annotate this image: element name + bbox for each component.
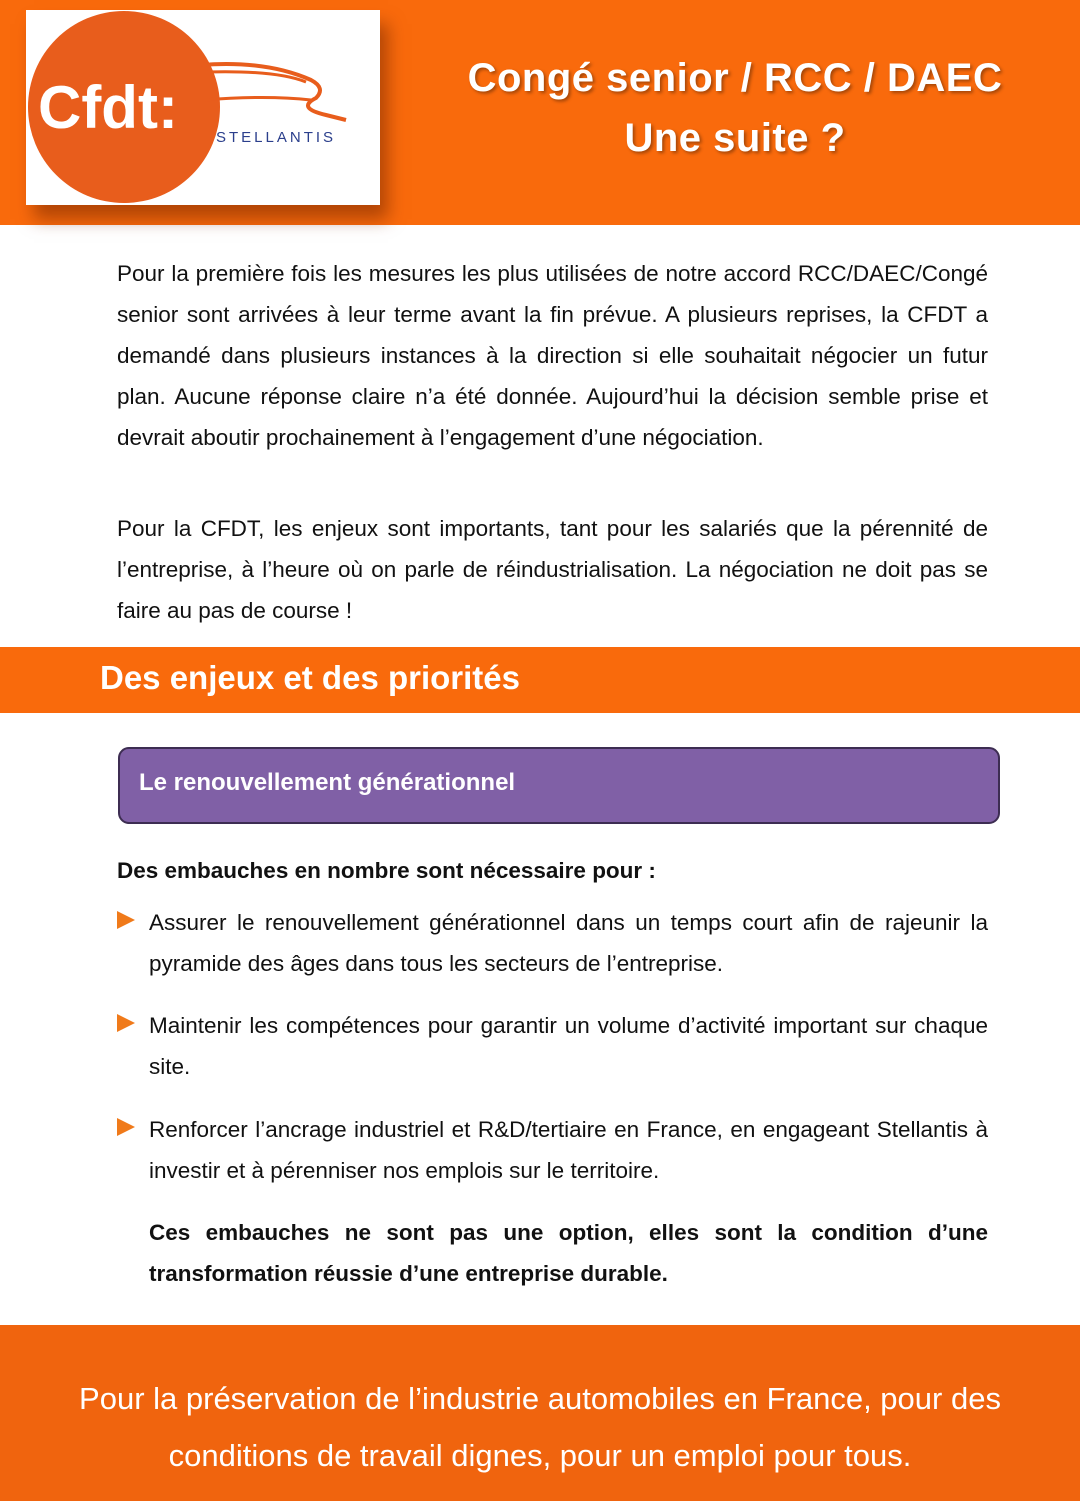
header-banner — [0, 0, 1080, 225]
conclusion-text: Ces embauches ne sont pas une option, elles sont la condition d’une transformation réussie d’une entreprise durable. — [149, 1220, 988, 1286]
list-item-text: Renforcer l’ancrage industriel et R&D/tertiaire en France, en engageant Stellantis à investir et à pérenniser nos emplois sur le territoire. — [149, 1117, 988, 1183]
svg-text:Cfdt:: Cfdt: — [38, 74, 178, 141]
list-item-text: Maintenir les compétences pour garantir un volume d’activité important sur chaque site. — [149, 1013, 988, 1079]
subheading-box — [118, 747, 1000, 824]
footer-banner — [0, 1325, 1080, 1501]
intro-paragraph-2: Pour la CFDT, les enjeux sont importants, tant pour les salariés que la pérennité de l’entreprise, à l’heure où on parle de réindustrialisation. La négociation ne doit pas se faire au pas de course ! — [117, 516, 988, 623]
section-heading-band — [0, 647, 1080, 713]
subheading: Le renouvellement générationnel — [139, 769, 516, 796]
section-heading: Des enjeux et des priorités — [100, 659, 520, 696]
list-item-text: Assurer le renouvellement générationnel dans un temps court afin de rajeunir la pyramide des âges dans tous les secteurs de l’entreprise. — [149, 910, 988, 976]
list-item — [117, 1109, 988, 1191]
footer-slogan: Pour la préservation de l’industrie automobiles en France, pour des conditions de travail dignes, pour un emploi pour tous. — [79, 1381, 1001, 1473]
logo-graphic — [26, 10, 380, 205]
list-item — [117, 902, 988, 984]
title-line-2: Une suite ? — [624, 116, 846, 160]
intro-paragraph-1: Pour la première fois les mesures les plus utilisées de notre accord RCC/DAEC/Congé senior sont arrivées à leur terme avant la fin prévue. A plusieurs reprises, la CFDT a demandé dans plusieurs instances à la direction si elle souhaitait négocier un futur plan. Aucune réponse claire n’a été donnée. Aujourd’hui la décision semble prise et devrait aboutir prochainement à l’engagement d’une négociation. — [117, 261, 988, 450]
arrow-bullet-icon — [117, 1014, 135, 1032]
cfdt-stellantis-logo — [26, 10, 380, 205]
list-item — [117, 1005, 988, 1087]
lead-text: Des embauches en nombre sont nécessaire pour : — [117, 858, 656, 883]
page-title — [400, 48, 1070, 168]
title-line-1: Congé senior / RCC / DAEC — [467, 56, 1003, 100]
arrow-bullet-icon — [117, 911, 135, 929]
conclusion — [117, 1212, 988, 1294]
arrow-bullet-icon — [117, 1118, 135, 1136]
svg-text:STELLANTIS: STELLANTIS — [216, 129, 337, 146]
